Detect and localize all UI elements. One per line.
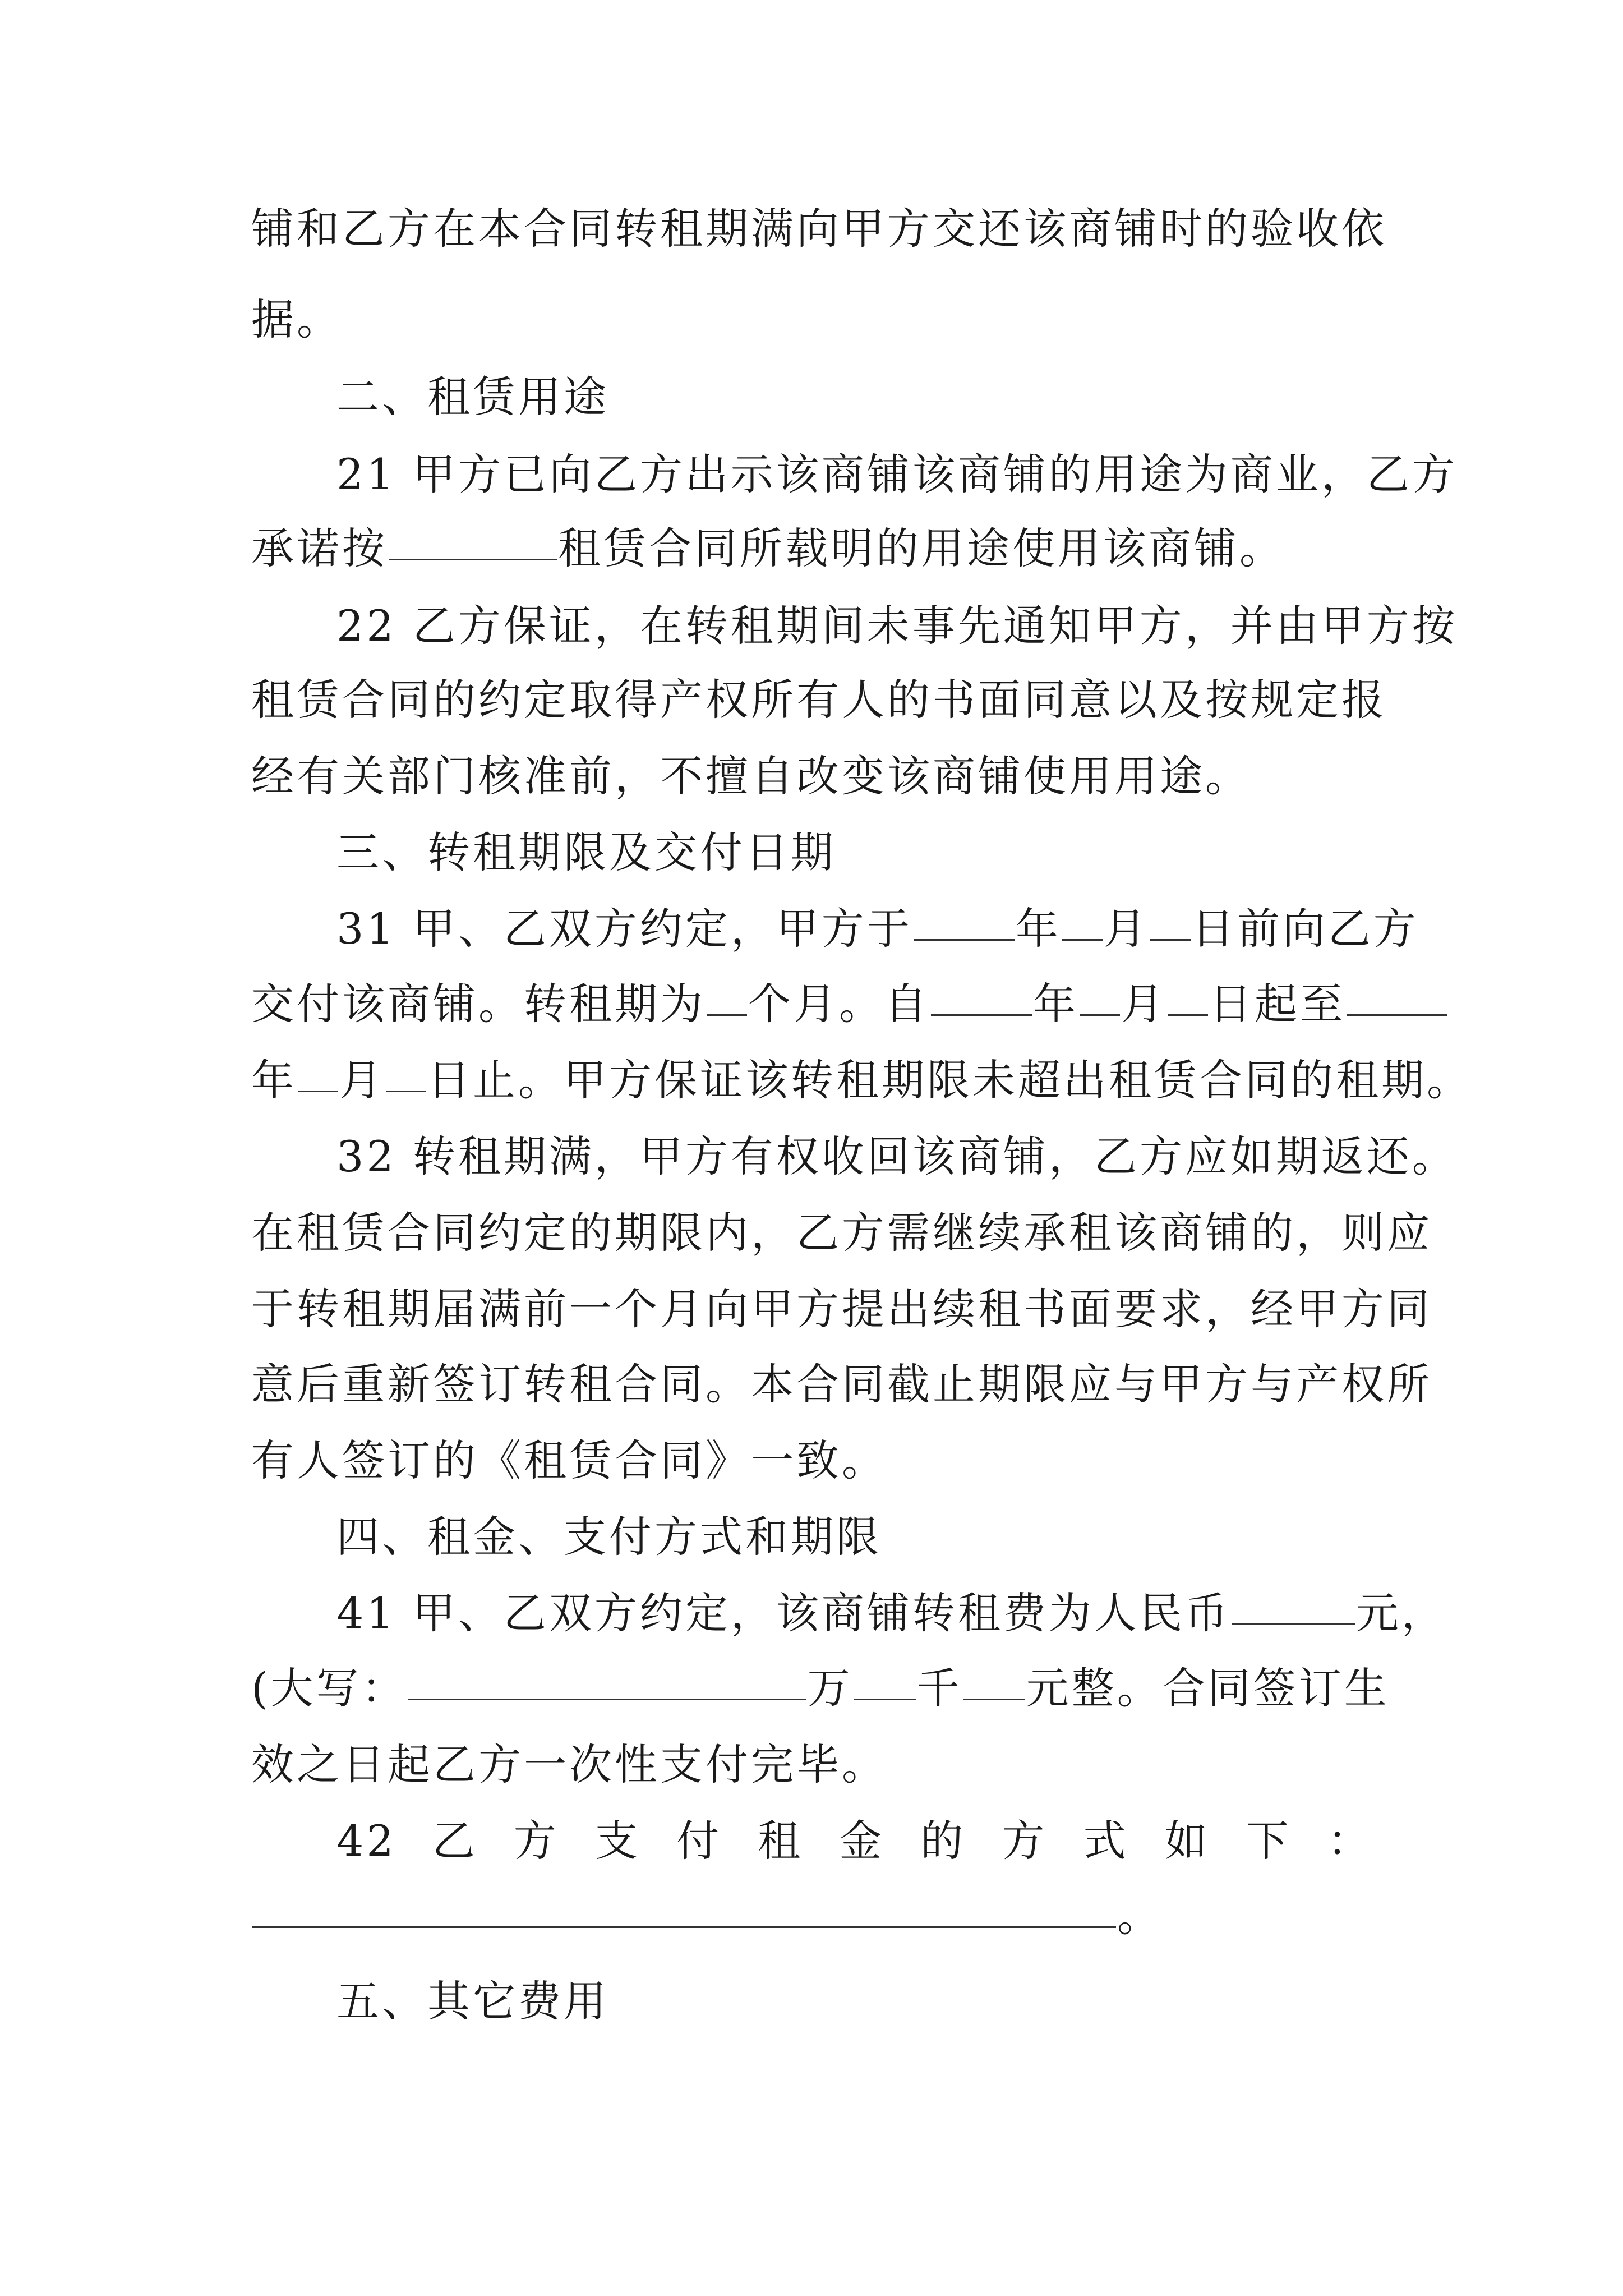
text-segment: 日前向乙方 <box>1191 904 1419 954</box>
text-line: 经有关部门核准前，不擅自改变该商铺使用用途。 <box>251 751 1251 801</box>
section-heading-other-fees: 五、其它费用 <box>336 1976 609 2026</box>
text-line <box>336 902 1458 956</box>
text-line <box>336 1586 1458 1640</box>
text-segment: 个月。自 <box>748 979 930 1029</box>
section-heading-term: 三、转租期限及交付日期 <box>336 827 836 877</box>
fill-in-blank <box>1062 902 1103 941</box>
text-line: 于转租期届满前一个月向甲方提出续租书面要求，经甲方同 <box>251 1284 1432 1334</box>
text-segment: 月 <box>1121 979 1166 1029</box>
text-line: 租赁合同的约定取得产权所有人的书面同意以及按规定报 <box>251 675 1387 725</box>
spaced-char: 式 <box>1083 1816 1129 1866</box>
text-line <box>251 1053 1472 1107</box>
spaced-char: 租 <box>758 1816 804 1866</box>
spaced-char: 付 <box>676 1816 722 1866</box>
text-line-spaced <box>336 1814 1373 1868</box>
section-heading-rent: 四、租金、支付方式和期限 <box>336 1512 882 1562</box>
text-line <box>251 522 1373 576</box>
text-segment: 日起至 <box>1209 979 1345 1029</box>
section-heading-usage: 二、租赁用途 <box>336 372 609 422</box>
fill-in-blank <box>389 522 557 560</box>
text-segment: 元， <box>1355 1588 1447 1638</box>
text-line: 有人签订的《租赁合同》一致。 <box>251 1435 887 1485</box>
text-segment: 月 <box>1103 904 1149 954</box>
text-segment: 千 <box>916 1663 962 1713</box>
text-line: 在租赁合同约定的期限内，乙方需继续承租该商铺的，则应 <box>251 1208 1432 1258</box>
text-line <box>251 977 1373 1031</box>
fill-in-blank <box>854 1662 916 1700</box>
text-line: 效之日起乙方一次性支付完毕。 <box>251 1740 887 1789</box>
text-segment: 万 <box>807 1663 853 1713</box>
text-segment: 元整。合同签订生 <box>1026 1663 1390 1713</box>
text-line: 32 转租期满，甲方有权收回该商铺，乙方应如期返还。 <box>336 1131 1458 1181</box>
fill-in-blank <box>408 1662 806 1700</box>
text-segment: 年 <box>1015 904 1061 954</box>
fill-in-blank <box>931 977 1032 1016</box>
spaced-char: 方 <box>1002 1816 1048 1866</box>
text-segment: 年 <box>1033 979 1078 1029</box>
spaced-char: 42 <box>336 1816 396 1866</box>
text-segment: 交付该商铺。转租期为 <box>251 979 706 1029</box>
text-segment: 41 甲、乙双方约定，该商铺转租费为人民币 <box>336 1588 1230 1638</box>
fill-in-blank <box>1232 1586 1355 1625</box>
text-segment: 租赁合同所载明的用途使用该商铺。 <box>558 523 1285 573</box>
spaced-char: 支 <box>595 1816 640 1866</box>
text-line <box>251 1889 1373 1943</box>
fill-in-blank <box>298 1053 338 1092</box>
spaced-char: 乙 <box>432 1816 478 1866</box>
text-line: 意后重新签订转租合同。本合同截止期限应与甲方与产权所 <box>251 1359 1432 1409</box>
spaced-char: 的 <box>920 1816 966 1866</box>
text-segment: 年 <box>251 1055 297 1105</box>
fill-in-blank <box>1150 902 1191 941</box>
text-segment: (大写： <box>251 1663 407 1713</box>
fill-in-blank <box>1347 977 1447 1016</box>
fill-in-blank <box>914 902 1015 941</box>
fill-in-blank <box>252 1889 1116 1928</box>
text-segment: 31 甲、乙双方约定，甲方于 <box>336 904 912 954</box>
spaced-char: 金 <box>839 1816 885 1866</box>
text-segment: 承诺按 <box>251 523 388 573</box>
text-segment: 日止。甲方保证该转租期限未超出租赁合同的租期。 <box>427 1055 1472 1105</box>
text-line: 铺和乙方在本合同转租期满向甲方交还该商铺时的验收依 <box>251 204 1387 254</box>
fill-in-blank <box>1168 977 1208 1016</box>
text-segment: 月 <box>339 1055 385 1105</box>
fill-in-blank <box>1080 977 1120 1016</box>
spaced-char: ： <box>1327 1816 1373 1866</box>
text-line: 21 甲方已向乙方出示该商铺该商铺的用途为商业，乙方 <box>336 449 1458 499</box>
text-segment: 。 <box>1117 1891 1163 1941</box>
spaced-char: 如 <box>1164 1816 1210 1866</box>
fill-in-blank <box>963 1662 1025 1700</box>
text-line: 据。 <box>251 295 342 344</box>
spaced-char: 方 <box>513 1816 559 1866</box>
spaced-char: 下 <box>1246 1816 1292 1866</box>
text-line <box>251 1662 1390 1715</box>
text-line: 22 乙方保证，在转租期间未事先通知甲方，并由甲方按 <box>336 601 1458 651</box>
fill-in-blank <box>707 977 747 1016</box>
fill-in-blank <box>386 1053 426 1092</box>
